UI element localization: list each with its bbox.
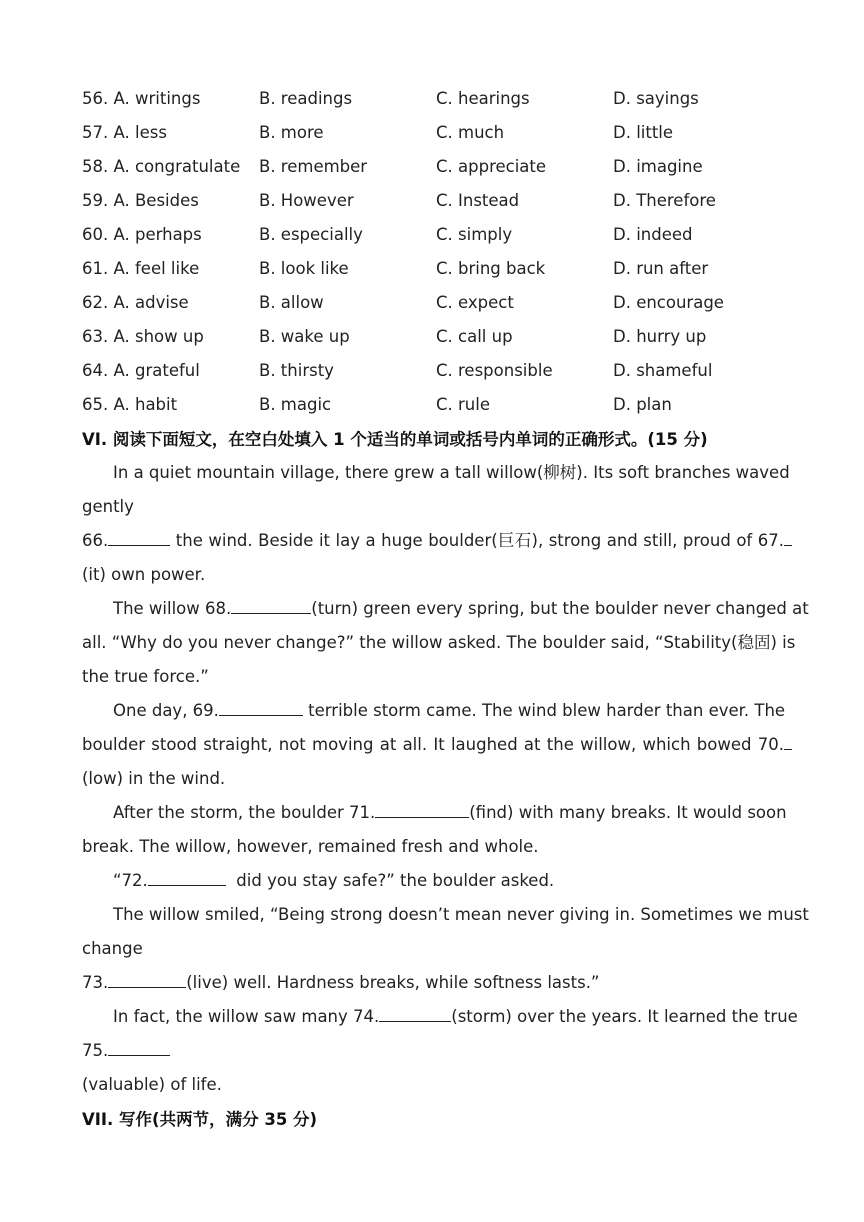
option-c: C. expect [436, 293, 514, 312]
option-row-58 [82, 154, 792, 188]
option-d: D. shameful [613, 361, 713, 380]
option-a: 61. A. feel like [82, 259, 200, 278]
option-d: D. imagine [613, 157, 703, 176]
option-c: C. call up [436, 327, 513, 346]
option-c: C. simply [436, 225, 513, 244]
option-row-56 [82, 86, 792, 120]
option-a: 59. A. Besides [82, 191, 199, 210]
passage-line: 75. [82, 1034, 782, 1068]
option-b: B. look like [259, 259, 349, 278]
option-d: D. indeed [613, 225, 693, 244]
option-a: 60. A. perhaps [82, 225, 202, 244]
section-vi-heading: VI. 阅读下面短文，在空白处填入 1 个适当的单词或括号内单词的正确形式。(15 分) [82, 430, 708, 449]
answer-blank-74[interactable] [379, 1001, 451, 1022]
option-d: D. plan [613, 395, 672, 414]
passage-line: (low) in the wind. [82, 769, 226, 788]
passage-line: the true force.” [82, 667, 209, 686]
passage-line: “72. did you stay safe?” the boulder asked. [82, 864, 782, 898]
passage-line: In a quiet mountain village, there grew a tall willow(柳树). Its soft branches waved [113, 463, 790, 482]
option-c: C. bring back [436, 259, 546, 278]
option-c: C. appreciate [436, 157, 547, 176]
option-c: C. Instead [436, 191, 520, 210]
answer-blank-69[interactable] [219, 695, 303, 716]
section-vii-heading: VII. 写作(共两节，满分 35 分) [82, 1110, 318, 1129]
option-row-60 [82, 222, 792, 256]
option-a: 64. A. grateful [82, 361, 200, 380]
options-table [82, 86, 792, 426]
option-b: B. allow [259, 293, 324, 312]
option-b: B. more [259, 123, 324, 142]
option-row-63 [82, 324, 792, 358]
option-d: D. hurry up [613, 327, 707, 346]
option-b: B. remember [259, 157, 368, 176]
answer-blank-75[interactable] [108, 1035, 170, 1056]
passage [82, 456, 809, 1102]
option-b: B. readings [259, 89, 353, 108]
option-a: 62. A. advise [82, 293, 189, 312]
passage-line: boulder stood straight, not moving at all. It laughed at the willow, which bowed 70. [82, 728, 792, 762]
passage-line: One day, 69. terrible storm came. The wind blew harder than ever. The [82, 694, 782, 728]
option-b: B. especially [259, 225, 363, 244]
passage-line: In fact, the willow saw many 74. (storm) over the years. It learned the true [82, 1000, 782, 1034]
option-row-64 [82, 358, 792, 392]
option-a: 58. A. congratulate [82, 157, 241, 176]
option-c: C. hearings [436, 89, 530, 108]
option-d: D. encourage [613, 293, 724, 312]
option-row-59 [82, 188, 792, 222]
option-d: D. little [613, 123, 674, 142]
option-b: B. However [259, 191, 354, 210]
passage-line: The willow smiled, “Being strong doesn’t mean never giving in. Sometimes we must [113, 905, 809, 924]
option-a: 57. A. less [82, 123, 167, 142]
answer-blank-66[interactable] [108, 525, 170, 546]
answer-blank-71[interactable] [375, 797, 469, 818]
option-b: B. wake up [259, 327, 350, 346]
option-d: D. sayings [613, 89, 699, 108]
option-row-57 [82, 120, 792, 154]
passage-line: After the storm, the boulder 71. (find) with many breaks. It would soon [82, 796, 782, 830]
option-c: C. much [436, 123, 505, 142]
option-a: 65. A. habit [82, 395, 178, 414]
option-a: 63. A. show up [82, 327, 204, 346]
option-b: B. thirsty [259, 361, 334, 380]
option-c: C. rule [436, 395, 490, 414]
option-d: D. Therefore [613, 191, 716, 210]
passage-line: (valuable) of life. [82, 1075, 222, 1094]
passage-line: gently [82, 497, 134, 516]
answer-blank-73[interactable] [108, 967, 186, 988]
passage-line: change [82, 939, 143, 958]
answer-blank-70[interactable] [784, 729, 792, 750]
passage-line: break. The willow, however, remained fresh and whole. [82, 837, 539, 856]
answer-blank-67[interactable] [784, 525, 792, 546]
passage-line: (it) own power. [82, 565, 206, 584]
option-row-61 [82, 256, 792, 290]
answer-blank-72[interactable] [148, 865, 226, 886]
option-row-62 [82, 290, 792, 324]
option-c: C. responsible [436, 361, 553, 380]
answer-blank-68[interactable] [231, 593, 311, 614]
option-d: D. run after [613, 259, 709, 278]
passage-line: all. “Why do you never change?” the willow asked. The boulder said, “Stability(稳固) is [82, 633, 796, 652]
passage-line: 73. (live) well. Hardness breaks, while softness lasts.” [82, 966, 782, 1000]
passage-line: The willow 68. (turn) green every spring, but the boulder never changed at [82, 592, 782, 626]
option-b: B. magic [259, 395, 332, 414]
option-a: 56. A. writings [82, 89, 201, 108]
option-row-65 [82, 392, 792, 426]
passage-line: 66. the wind. Beside it lay a huge boulder(巨石), strong and still, proud of 67. [82, 524, 792, 558]
